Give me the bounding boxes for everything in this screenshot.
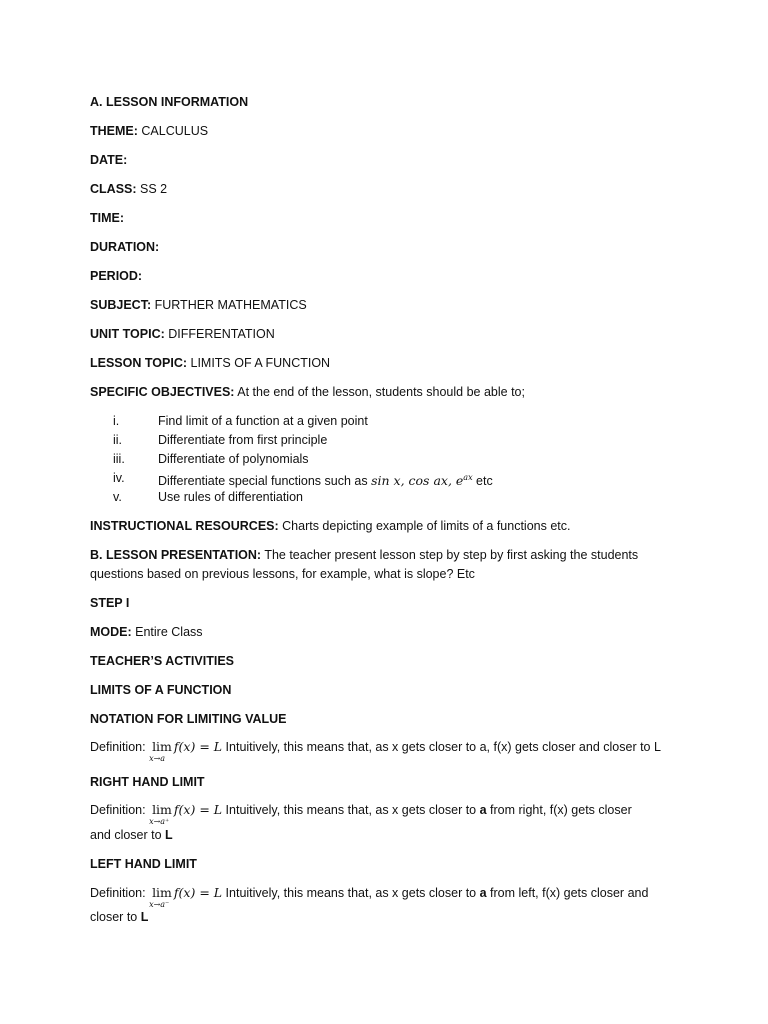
lesson-topic-label: LESSON TOPIC: [90,356,188,370]
objectives-label: SPECIFIC OBJECTIVES: [90,385,235,399]
limit-notation: lim x→a⁺ [149,802,172,826]
objectives-intro: At the end of the lesson, students should be able to; [234,385,525,399]
list-item: i. Find limit of a function at a given point [113,414,368,428]
lesson-topic-value: LIMITS OF A FUNCTION [187,356,331,370]
resources-label: INSTRUCTIONAL RESOURCES: [90,519,279,533]
teacher-activities-heading: TEACHER’S ACTIVITIES [90,654,234,668]
theme-line [90,123,208,139]
list-item: v. Use rules of differentiation [113,490,303,504]
objectives-line [90,384,525,400]
step-heading: STEP I [90,596,130,610]
unit-topic-value: DIFFERENTATION [164,327,275,341]
unit-topic-label: UNIT TOPIC: [90,327,165,341]
date-line: DATE: [90,153,128,167]
limit-notation: lim x→a⁻ [149,885,172,909]
list-item: iv. Differentiate special functions such as sin x, cos ax, $e^{ax}$ etc [113,471,493,489]
left-hand-definition-line-2: closer to L [90,910,149,924]
presentation-label: B. LESSON PRESENTATION: [90,548,262,562]
list-item: ii. Differentiate from first principle [113,433,328,447]
class-line [90,181,167,197]
mode-label: MODE: [90,625,132,639]
definition-general: Definition: lim x→a f(x) = L Intuitively, this means that, as x gets closer to a, f(x) gets closer and closer to L [90,739,661,763]
mode-line [90,624,203,640]
subject-line [90,297,307,313]
subject-label: SUBJECT: [90,298,152,312]
subject-value: FURTHER MATHEMATICS [151,298,307,312]
left-hand-heading: LEFT HAND LIMIT [90,857,197,871]
period-line: PERIOD: [90,269,143,283]
section-a-heading: A. LESSON INFORMATION [90,95,249,109]
class-value: SS 2 [136,182,168,196]
limit-notation: lim x→a [149,739,172,763]
resources-line [90,518,570,534]
resources-value: Charts depicting example of limits of a functions etc. [278,519,571,533]
theme-value: CALCULUS [137,124,209,138]
left-hand-definition-line-1: Definition: lim x→a⁻ f(x) = L Intuitively, this means that, as x gets closer to a from left, f(x) gets closer and [90,885,649,909]
special-functions-math: sin x, cos ax, e [371,473,464,489]
right-hand-definition-line-1: Definition: lim x→a⁺ f(x) = L Intuitively, this means that, as x gets closer to a from right, f(x) gets closer [90,802,632,826]
right-hand-heading: RIGHT HAND LIMIT [90,775,205,789]
presentation-line-2: questions based on previous lessons, for example, what is slope? Etc [90,567,475,581]
duration-line: DURATION: [90,240,160,254]
list-item: iii. Differentiate of polynomials [113,452,309,466]
lesson-topic-line [90,355,330,371]
notation-heading: NOTATION FOR LIMITING VALUE [90,712,287,726]
presentation-line-1: B. LESSON PRESENTATION: The teacher present lesson step by step by first asking the students [90,548,639,562]
right-hand-definition-line-2: and closer to L [90,828,173,842]
limits-heading: LIMITS OF A FUNCTION [90,683,232,697]
unit-topic-line [90,326,275,342]
class-label: CLASS: [90,182,137,196]
time-line: TIME: [90,211,125,225]
theme-label: THEME: [90,124,138,138]
mode-value: Entire Class [131,625,203,639]
